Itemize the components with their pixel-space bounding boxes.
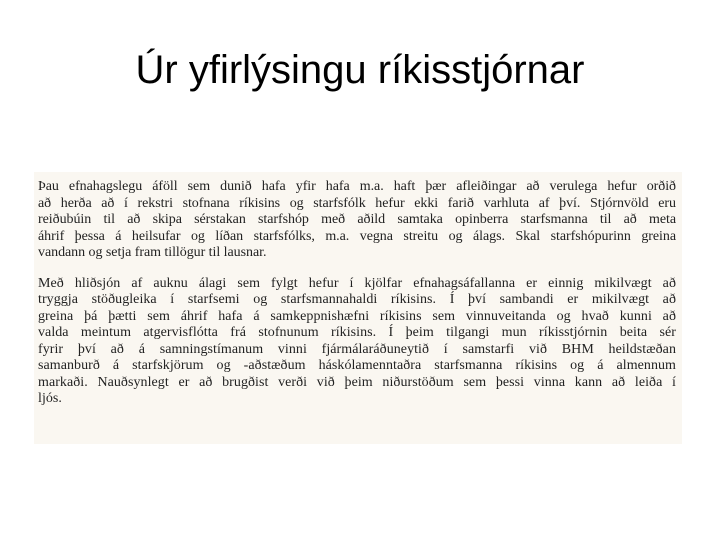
text-line: ljós. [38, 391, 62, 406]
text-line: Þau efnahagslegu áföll sem dunið hafa yfir hafa m.a. haft þær afleiðingar að verulega hefur orðið [38, 179, 676, 194]
document-paragraph-2 [38, 276, 676, 408]
text-line: vandann og setja fram tillögur til lausnar. [38, 245, 267, 260]
text-line: Með hliðsjón af auknu álagi sem fylgt hefur í kjölfar efnahagsáfallanna er einnig mikilvægt að [38, 275, 676, 291]
text-line: áhrif þessa á heilsufar og líðan starfsfólks, m.a. vegna streitu og álags. Skal starfshópurinn greina [38, 228, 676, 244]
text-line: fyrir því að á samningstímanum vinni fjármálaráðuneytið í samstarfi við BHM heildstæðan [38, 341, 676, 357]
text-line: tryggja stöðugleika í starfsemi og starfsmannahaldi ríkisins. Í því sambandi er mikilvægt að [38, 292, 676, 307]
document-paragraph-1 [38, 179, 676, 262]
text-line: markaði. Nauðsynlegt er að brugðist verði við þeim niðurstöðum sem þessi vinna kann að leiða í [38, 374, 676, 390]
paragraph-gap [38, 262, 676, 276]
slide-title: Úr yfirlýsingu ríkisstjórnar [135, 48, 585, 92]
text-line: samanburð á starfskjörum og -aðstæðum háskólamenntaðra starfsmanna ríkisins og á almennum [38, 358, 676, 373]
text-line: greina þá þætti sem áhrif hafa á samkeppnishæfni ríkisins sem vinnuveitanda og hvað kunni að [38, 308, 676, 324]
text-line: reiðubúin til að skipa sérstakan starfshóp með aðild samtaka opinberra starfsmanna til að meta [38, 212, 676, 227]
text-line: valda meintum atgervisflótta frá stofnunum ríkisins. Í þeim tilgangi mun ríkisstjórnin beita sér [38, 325, 676, 340]
scanned-document-excerpt [34, 172, 682, 444]
text-line: að herða að í rekstri stofnana ríkisins og starfsfólk hefur ekki farið varhluta af því. Stjórnvöld eru [38, 195, 676, 211]
